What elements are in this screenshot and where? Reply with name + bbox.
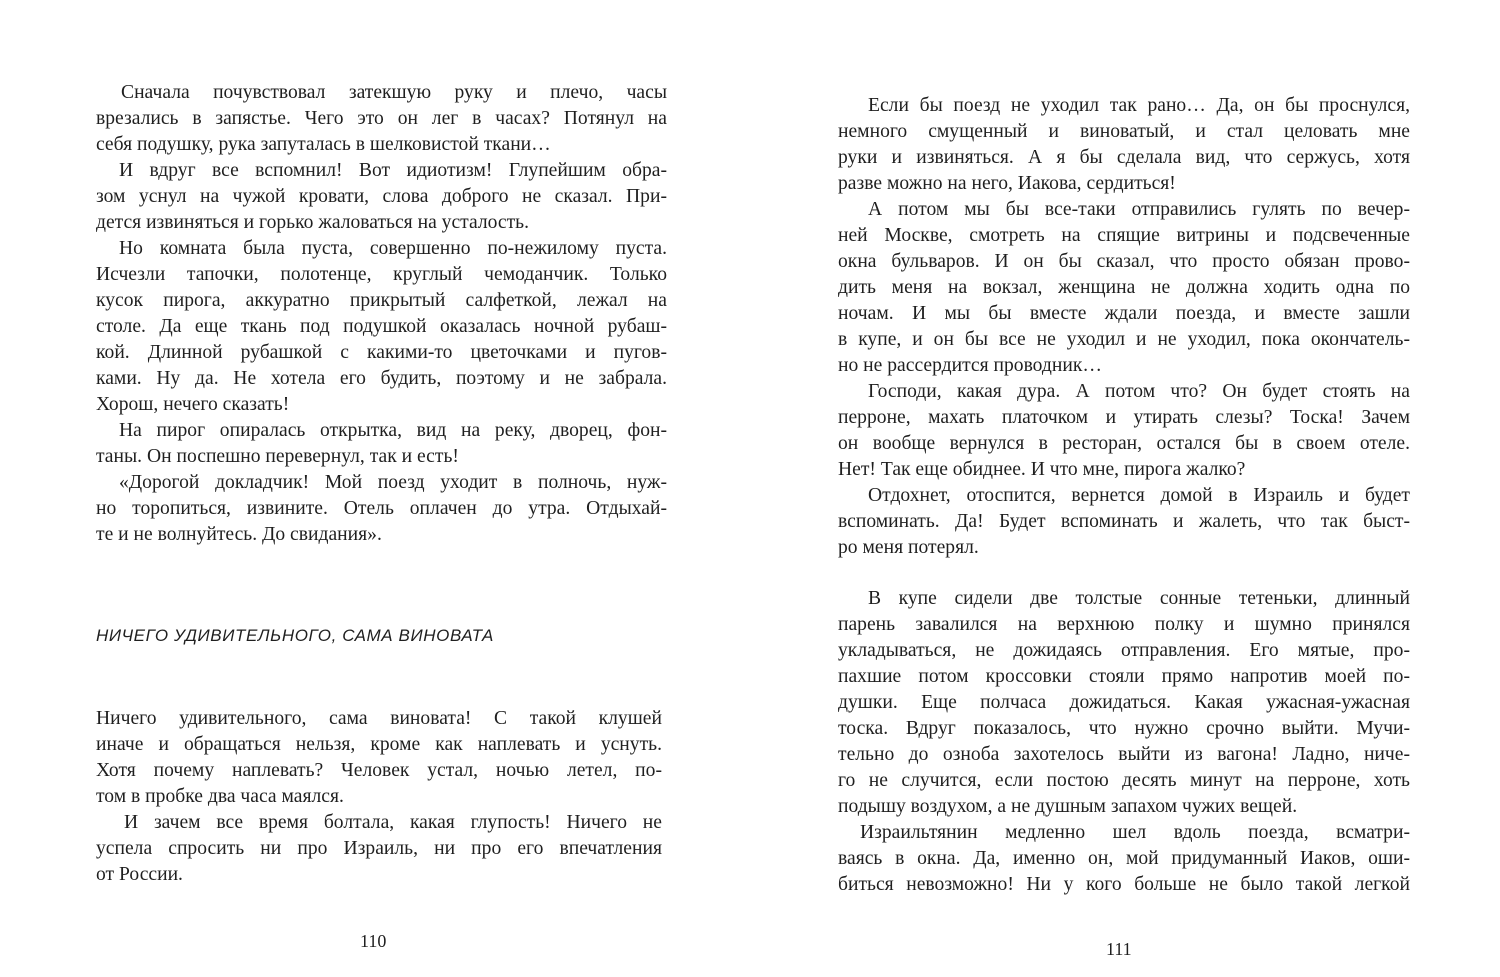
right-line-3: руки и извиняться. А я бы сделала вид, что сержусь, хотя (838, 147, 1410, 168)
left-line-5: зом уснул на чужой кровати, слова доброго не сказал. При- (96, 186, 667, 207)
right-line-11: но не рассердится проводник… (838, 355, 1102, 376)
left-line-15: таны. Он поспешно перевернул, так и есть! (96, 446, 459, 467)
right-line-29: ваясь в окна. Да, именно он, мой придуманный Иаков, оши- (838, 848, 1410, 869)
right-line-7: окна бульваров. И он бы сказал, что просто обязан прово- (838, 251, 1410, 272)
left-line-11: кой. Длинной рубашкой с какими-то цветочками и пугов- (96, 342, 667, 363)
left-line-24: успела спросить ни про Израиль, ни про его впечатления (96, 838, 662, 859)
right-line-30: биться невозможно! Ни у кого больше не было такой легкой (838, 874, 1410, 895)
left-line-14: На пирог опиралась открытка, вид на реку, дворец, фон- (119, 420, 667, 441)
right-page (750, 0, 1500, 977)
right-line-14: он вообще вернулся в ресторан, остался бы в своем отеле. (838, 433, 1410, 454)
left-line-20: иначе и обращаться нельзя, кроме как наплевать и уснуть. (96, 734, 662, 755)
right-line-21: укладываться, не дожидаясь отправления. Его мятые, про- (838, 640, 1410, 661)
left-line-25: от России. (96, 864, 183, 885)
right-line-16: Отдохнет, отоспится, вернется домой в Израиль и будет (868, 485, 1410, 506)
left-line-17: но торопиться, извините. Отель оплачен до утра. Отдыхай- (96, 498, 667, 519)
right-line-19: В купе сидели две толстые сонные тетеньки, длинный (868, 588, 1410, 609)
left-line-4: И вдруг все вспомнил! Вот идиотизм! Глупейшим обра- (119, 160, 667, 181)
left-line-13: Хорош, нечего сказать! (96, 394, 290, 415)
right-line-15: Нет! Так еще обиднее. И что мне, пирога жалко? (838, 459, 1246, 480)
right-line-23: душки. Еще полчаса дожидаться. Какая ужасная-ужасная (838, 692, 1410, 713)
chapter-heading: НИЧЕГО УДИВИТЕЛЬНОГО, САМА ВИНОВАТА (96, 626, 494, 645)
right-line-25: тельно до озноба захотелось выйти из вагона! Ладно, ниче- (838, 744, 1410, 765)
left-line-18: те и не волнуйтесь. До свидания». (96, 524, 382, 545)
right-line-28: Израильтянин медленно шел вдоль поезда, всматри- (860, 822, 1410, 843)
right-line-4: разве можно на него, Иакова, сердиться! (838, 173, 1176, 194)
left-line-8: Исчезли тапочки, полотенце, круглый чемоданчик. Только (96, 264, 667, 285)
right-line-1: Если бы поезд не уходил так рано… Да, он бы проснулся, (868, 95, 1410, 116)
left-line-1: Сначала почувствовал затекшую руку и плечо, часы (121, 82, 667, 103)
right-line-10: в купе, и он бы все не уходил и не уходил, пока окончатель- (838, 329, 1410, 350)
left-line-10: столе. Да еще ткань под подушкой оказалась ночной рубаш- (96, 316, 667, 337)
right-line-8: дить меня на вокзал, женщина не должна ходить одна по (838, 277, 1410, 298)
left-line-6: дется извиняться и горько жаловаться на усталость. (96, 212, 529, 233)
left-line-19: Ничего удивительного, сама виновата! С такой клушей (96, 708, 662, 729)
right-line-17: вспоминать. Да! Будет вспоминать и жалеть, что так быст- (838, 511, 1410, 532)
page-number-right: 111 (1106, 939, 1132, 959)
right-line-13: перроне, махать платочком и утирать слезы? Тоска! Зачем (838, 407, 1410, 428)
right-line-18: ро меня потерял. (838, 537, 979, 558)
left-line-12: ками. Ну да. Не хотела его будить, поэтому и не забрала. (96, 368, 667, 389)
left-line-3: себя подушку, рука запуталась в шелковистой ткани… (96, 134, 551, 155)
right-line-12: Господи, какая дура. А потом что? Он будет стоять на (868, 381, 1410, 402)
left-line-23: И зачем все время болтала, какая глупость! Ничего не (124, 812, 662, 833)
right-line-27: подышу воздухом, а не душным запахом чужих вещей. (838, 796, 1298, 817)
left-line-22: том в пробке два часа маялся. (96, 786, 344, 807)
right-line-2: немного смущенный и виноватый, и стал целовать мне (838, 121, 1410, 142)
left-line-16: «Дорогой докладчик! Мой поезд уходит в полночь, нуж- (119, 472, 667, 493)
right-line-26: го не случится, если постою десять минут на перроне, хоть (838, 770, 1410, 791)
right-line-20: парень завалился на верхнюю полку и шумно принялся (838, 614, 1410, 635)
right-line-9: ночам. И мы бы вместе ждали поезда, и вместе зашли (838, 303, 1410, 324)
right-line-22: пахшие потом кроссовки стояли прямо напротив моей по- (838, 666, 1410, 687)
right-line-6: ней Москве, смотреть на спящие витрины и подсвеченные (838, 225, 1410, 246)
page-number-left: 110 (360, 931, 387, 951)
right-line-24: тоска. Вдруг показалось, что нужно срочно выйти. Мучи- (838, 718, 1410, 739)
left-line-21: Хотя почему наплевать? Человек устал, ночью летел, по- (96, 760, 662, 781)
left-line-2: врезались в запястье. Чего это он лег в часах? Потянул на (96, 108, 667, 129)
left-line-9: кусок пирога, аккуратно прикрытый салфеткой, лежал на (96, 290, 667, 311)
left-line-7: Но комната была пуста, совершенно по-нежилому пуста. (119, 238, 667, 259)
right-line-5: А потом мы бы все-таки отправились гулять по вечер- (868, 199, 1410, 220)
